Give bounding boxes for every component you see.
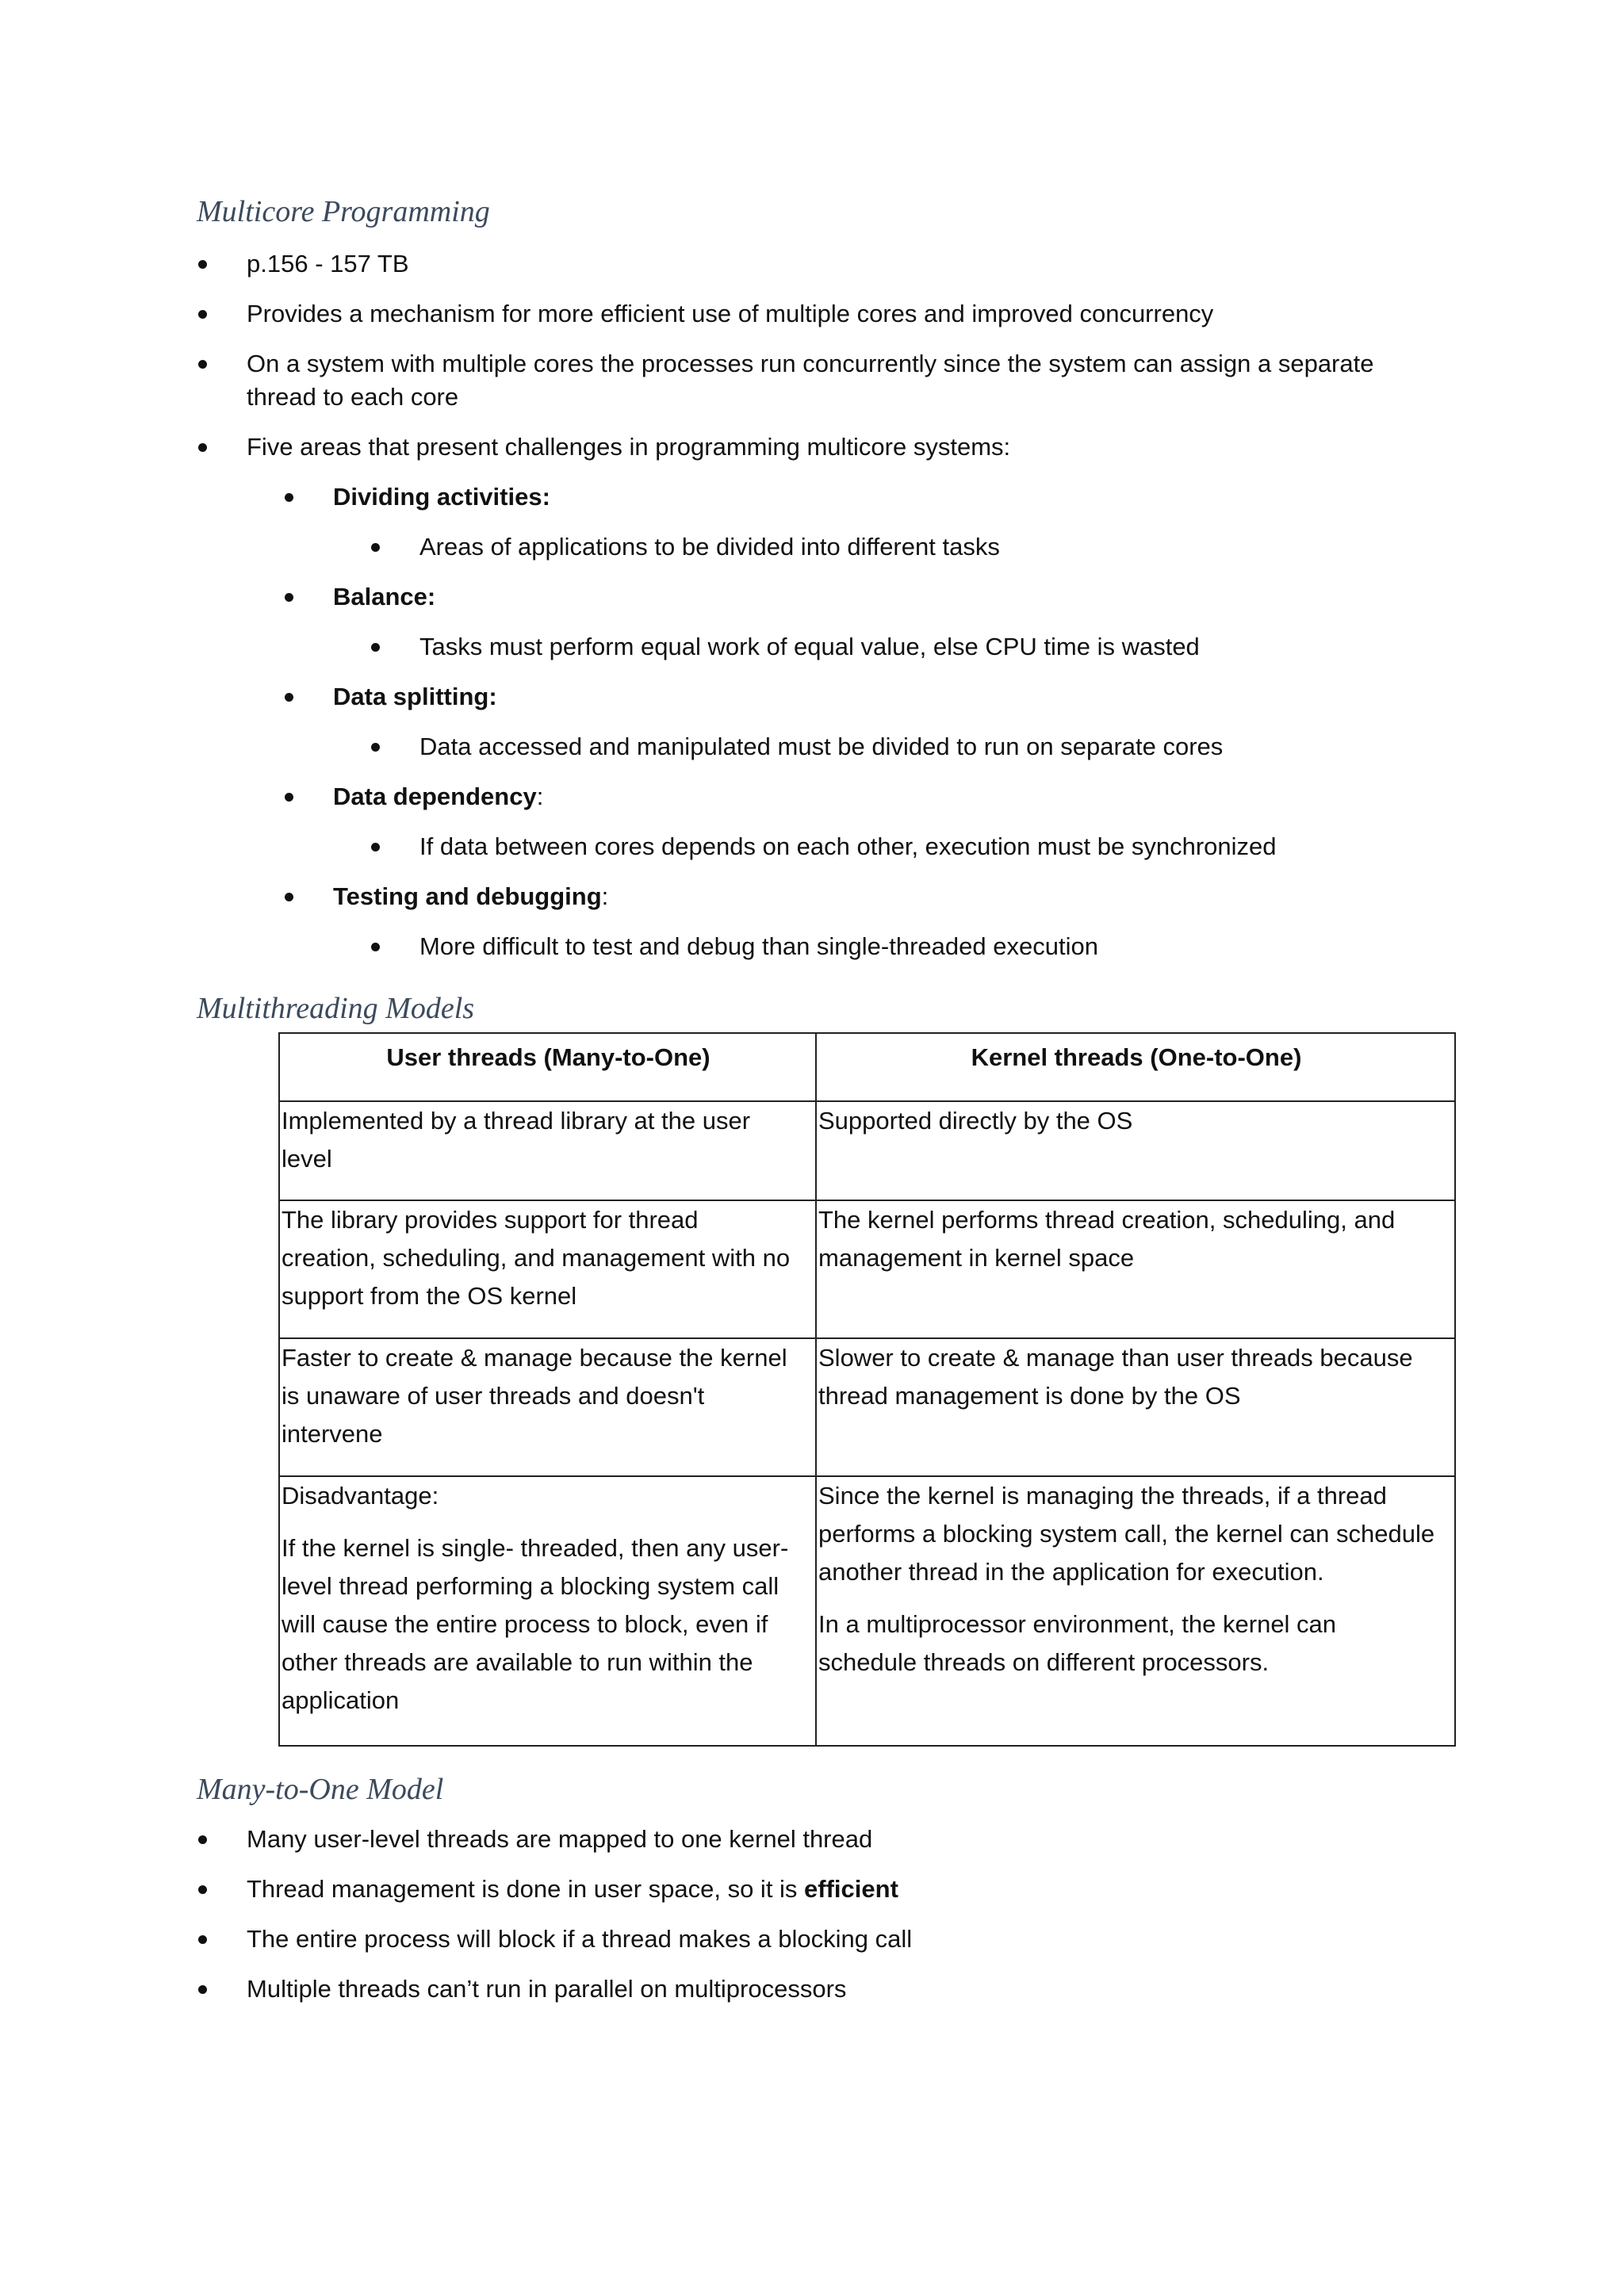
cell-line: other threads are available to run within the bbox=[282, 1648, 753, 1676]
challenge-detail: Tasks must perform equal work of equal value, else CPU time is wasted bbox=[419, 633, 1200, 660]
column-header-kernel-threads: Kernel threads (One-to-One) bbox=[816, 1033, 1455, 1101]
challenge-title: Data splitting: bbox=[333, 683, 497, 710]
cell-label-disadvantage: Disadvantage: bbox=[282, 1482, 439, 1510]
cell-line: management in kernel space bbox=[818, 1244, 1135, 1272]
bullet-text-continuation: thread to each core bbox=[247, 383, 459, 411]
cell-line: creation, scheduling, and management with no bbox=[282, 1244, 791, 1272]
bullet-dot bbox=[198, 1835, 207, 1844]
bullet-dot bbox=[285, 793, 293, 802]
challenge-detail: Areas of applications to be divided into different tasks bbox=[419, 533, 1000, 561]
cell-line: Slower to create & manage than user threads because bbox=[818, 1344, 1413, 1372]
challenge-title: Dividing activities: bbox=[333, 483, 550, 511]
challenge-title: Testing and debugging: bbox=[333, 882, 609, 910]
challenge-detail: Data accessed and manipulated must be divided to run on separate cores bbox=[419, 733, 1224, 760]
cell-line: Supported directly by the OS bbox=[818, 1107, 1133, 1135]
cell-line: If the kernel is single- threaded, then any user- bbox=[282, 1534, 789, 1562]
table-row bbox=[279, 1476, 1455, 1746]
cell-line: The library provides support for thread bbox=[282, 1206, 699, 1234]
bold-efficient: efficient bbox=[804, 1875, 898, 1903]
bullet-dot bbox=[198, 1935, 207, 1944]
bullet-dot bbox=[198, 360, 207, 369]
bullet-dot bbox=[198, 310, 207, 319]
table-cell-kernel bbox=[816, 1476, 1455, 1746]
bullet-text: Multiple threads can’t run in parallel on multiprocessors bbox=[247, 1975, 847, 2003]
bullet-dot bbox=[285, 693, 293, 702]
table-row bbox=[279, 1101, 1455, 1200]
threads-comparison-table bbox=[278, 1032, 1456, 1747]
bullet-dot bbox=[198, 260, 207, 269]
bullet-dot bbox=[371, 843, 380, 851]
bullet-text: Thread management is done in user space, so it is efficient bbox=[247, 1875, 898, 1903]
cell-line: another thread in the application for execution. bbox=[818, 1558, 1324, 1586]
cell-line: application bbox=[282, 1686, 400, 1714]
cell-line: will cause the entire process to block, even if bbox=[282, 1610, 768, 1638]
bullet-dot bbox=[198, 1985, 207, 1994]
table-cell-kernel bbox=[816, 1101, 1455, 1200]
bullet-text: Many user-level threads are mapped to one kernel thread bbox=[247, 1825, 873, 1853]
bullet-dot bbox=[371, 543, 380, 552]
bullet-dot bbox=[371, 643, 380, 652]
bullet-text: p.156 - 157 TB bbox=[247, 250, 409, 277]
table-row bbox=[279, 1338, 1455, 1476]
cell-line: Implemented by a thread library at the user bbox=[282, 1107, 751, 1135]
heading-many-to-one-model: Many-to-One Model bbox=[197, 1773, 444, 1806]
challenge-detail: If data between cores depends on each other, execution must be synchronized bbox=[419, 832, 1277, 860]
cell-line: level bbox=[282, 1145, 332, 1173]
bullet-dot bbox=[198, 443, 207, 452]
bullet-dot bbox=[285, 893, 293, 901]
challenge-title: Balance: bbox=[333, 583, 436, 610]
bullet-text: Provides a mechanism for more efficient use of multiple cores and improved concurrency bbox=[247, 300, 1214, 327]
bullet-text: Five areas that present challenges in programming multicore systems: bbox=[247, 433, 1011, 461]
bullet-text: On a system with multiple cores the processes run concurrently since the system can assign a separate bbox=[247, 350, 1374, 377]
bullet-dot bbox=[285, 593, 293, 602]
cell-line: schedule threads on different processors. bbox=[818, 1648, 1270, 1676]
cell-line: support from the OS kernel bbox=[282, 1282, 577, 1310]
heading-multicore-programming: Multicore Programming bbox=[197, 195, 490, 228]
table-row bbox=[279, 1200, 1455, 1338]
table-cell-user bbox=[279, 1200, 816, 1338]
bullet-dot bbox=[198, 1885, 207, 1894]
table-header-row bbox=[279, 1033, 1455, 1101]
table-cell-kernel bbox=[816, 1338, 1455, 1476]
challenge-title: Data dependency: bbox=[333, 783, 544, 810]
cell-line: is unaware of user threads and doesn't bbox=[282, 1382, 705, 1410]
bullet-dot bbox=[371, 743, 380, 752]
cell-line: Faster to create & manage because the kernel bbox=[282, 1344, 787, 1372]
table-cell-user bbox=[279, 1338, 816, 1476]
cell-line: The kernel performs thread creation, scheduling, and bbox=[818, 1206, 1396, 1234]
column-header-user-threads: User threads (Many-to-One) bbox=[279, 1033, 816, 1101]
heading-multithreading-models: Multithreading Models bbox=[197, 992, 475, 1025]
cell-line: thread management is done by the OS bbox=[818, 1382, 1241, 1410]
cell-line: In a multiprocessor environment, the kernel can bbox=[818, 1610, 1337, 1638]
bullet-dot bbox=[371, 943, 380, 951]
bullet-dot bbox=[285, 493, 293, 502]
table-cell-kernel bbox=[816, 1200, 1455, 1338]
cell-line: level thread performing a blocking system call bbox=[282, 1572, 779, 1600]
challenge-detail: More difficult to test and debug than single-threaded execution bbox=[419, 932, 1098, 960]
cell-line: Since the kernel is managing the threads, if a thread bbox=[818, 1482, 1387, 1510]
cell-line: performs a blocking system call, the kernel can schedule bbox=[818, 1520, 1435, 1548]
cell-line: intervene bbox=[282, 1420, 383, 1448]
table-cell-user bbox=[279, 1476, 816, 1746]
bullet-text: The entire process will block if a thread makes a blocking call bbox=[247, 1925, 913, 1953]
table-cell-user bbox=[279, 1101, 816, 1200]
